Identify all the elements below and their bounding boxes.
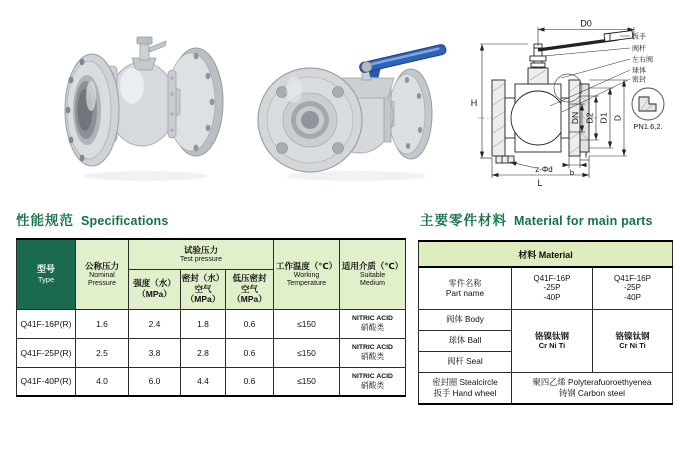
cell-part-body: 阀体 Body xyxy=(419,309,512,330)
cell-medium: NITRIC ACID 硝酸类 xyxy=(340,309,406,338)
col-header-strength-water: 强度（水） （MPa） xyxy=(129,269,181,309)
spec-row xyxy=(17,367,406,396)
dim-label-dn: DN xyxy=(570,111,580,125)
cell-nominal-pressure: 1.6 xyxy=(76,309,129,338)
valve-diagram xyxy=(458,14,678,198)
material-title-en: Material for main parts xyxy=(514,214,653,228)
cell-seal: 4.4 xyxy=(181,367,226,396)
spec-row xyxy=(17,338,406,367)
dim-label-b: b xyxy=(569,168,575,177)
cell-strength: 6.0 xyxy=(129,367,181,396)
col-header-suitable-medium: 适用介质（℃） Suitable Medium xyxy=(340,239,406,309)
dim-label-f: f xyxy=(584,151,588,160)
col-header-model-a: Q41F-16P -25P -40P xyxy=(512,267,593,309)
cell-part-stem: 阀杆 Seal xyxy=(419,351,512,372)
cell-nominal-pressure: 2.5 xyxy=(76,338,129,367)
cell-type: Q41F-25P(R) xyxy=(17,338,76,367)
cell-strength: 2.4 xyxy=(129,309,181,338)
spec-title-zh: 性能规范 xyxy=(16,213,74,228)
cell-seal: 2.8 xyxy=(181,338,226,367)
col-header-test-pressure: 试验压力 Test pressure xyxy=(129,239,274,269)
cell-type: Q41F-40P(R) xyxy=(17,367,76,396)
material-row xyxy=(419,372,673,404)
material-title-zh: 主要零件材料 xyxy=(420,213,507,228)
dim-label-d1: D1 xyxy=(598,112,609,124)
part-label-stem: 阀杆 xyxy=(632,45,646,53)
valve-photo-left xyxy=(58,20,236,188)
cell-working-temperature: ≤150 xyxy=(274,338,340,367)
cell-material-ptfe-carbon-steel: 聚四乙烯 Polyterafuoroethyenea 铸钢 Carbon steel xyxy=(512,372,673,404)
cell-working-temperature: ≤150 xyxy=(274,309,340,338)
cell-seal: 1.8 xyxy=(181,309,226,338)
cell-material-crniti-a: 铬镍钛钢 Cr Ni Ti xyxy=(512,309,593,372)
col-header-part-name: 零件名称 Part name xyxy=(419,267,512,309)
col-header-type: 型号 Type xyxy=(17,239,76,309)
cell-low-pressure: 0.6 xyxy=(226,309,274,338)
cell-part-seat-handwheel: 密封圈 Stealcircle 扳手 Hand wheel xyxy=(419,372,512,404)
part-label-lr-body: 左右阀 xyxy=(632,56,653,64)
valve-photo-right xyxy=(256,16,448,186)
col-header-model-b: Q41F-16P -25P -40P xyxy=(593,267,673,309)
cell-low-pressure: 0.6 xyxy=(226,367,274,396)
cell-strength: 3.8 xyxy=(129,338,181,367)
cell-nominal-pressure: 4.0 xyxy=(76,367,129,396)
cell-low-pressure: 0.6 xyxy=(226,338,274,367)
dim-label-l: L xyxy=(537,178,543,188)
dim-label-h: H xyxy=(470,98,478,108)
cell-medium: NITRIC ACID 硝酸类 xyxy=(340,338,406,367)
cell-working-temperature: ≤150 xyxy=(274,367,340,396)
col-header-seal-water-air: 密封（水） 空气（MPa） xyxy=(181,269,226,309)
part-label-seal: 密封 xyxy=(632,76,646,84)
col-header-nominal-pressure: 公称压力 Nominal Pressure xyxy=(76,239,129,309)
material-table xyxy=(418,240,673,405)
col-header-low-pressure-seal: 低压密封 空气（MPa） xyxy=(226,269,274,309)
dim-label-d: D xyxy=(612,114,623,122)
spec-title-en: Specifications xyxy=(81,214,169,228)
part-label-ball: 球体 xyxy=(632,67,646,75)
material-section-title xyxy=(420,209,653,230)
col-header-working-temperature: 工作温度（℃） Working Temperature xyxy=(274,239,340,309)
spec-row xyxy=(17,309,406,338)
material-table-header: 材料 Material xyxy=(419,241,673,267)
dim-label-d2: D2 xyxy=(584,112,595,124)
cell-type: Q41F-16P(R) xyxy=(17,309,76,338)
part-label-handle: 扳手 xyxy=(632,33,646,41)
cell-part-ball: 球体 Ball xyxy=(419,330,512,351)
dim-label-d0: D0 xyxy=(580,18,592,29)
cell-medium: NITRIC ACID 硝酸类 xyxy=(340,367,406,396)
material-row xyxy=(419,309,673,330)
dim-label-z-phi-d: z-Φd xyxy=(535,165,553,174)
pn-rating-label: PN1.6,2. xyxy=(633,122,663,131)
spec-section-title xyxy=(16,209,169,230)
specifications-table xyxy=(16,238,406,397)
cell-material-crniti-b: 铬镍钛钢 Cr Ni Ti xyxy=(593,309,673,372)
